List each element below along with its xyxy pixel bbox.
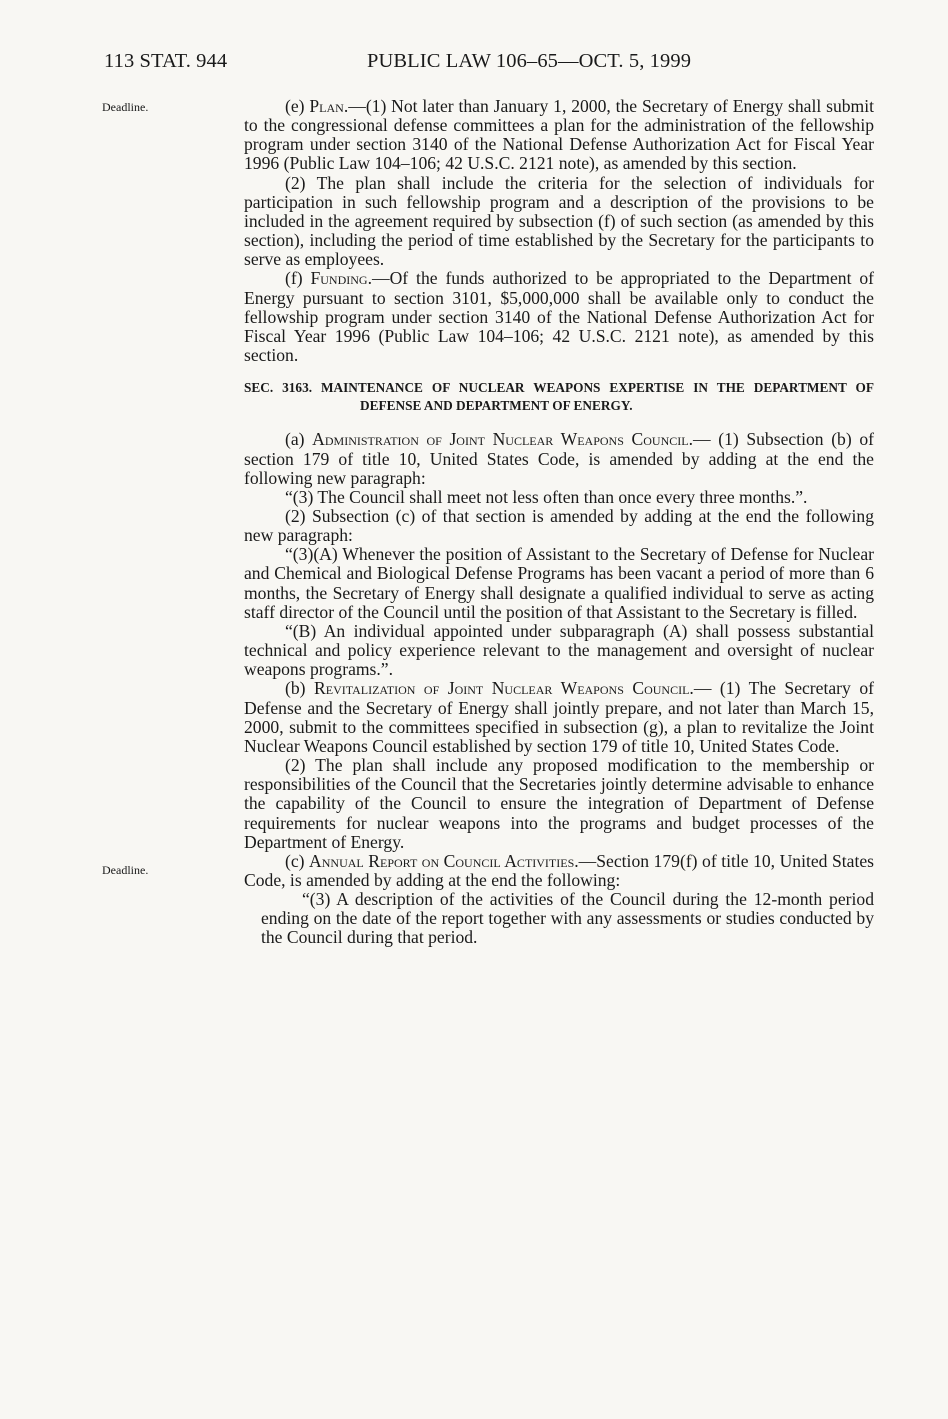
- subsection-label: (e): [285, 96, 310, 116]
- subsection-text: — (1) The Secretary of Defense and the Secretary of Energy shall jointly prepare, and not later than March 15, 2000, submit to the committees specified in subsection (g), a plan to revitalize the Joint Nuclear Weapons Council established by section 179 of title 10, United States Code.: [244, 678, 874, 756]
- paragraph-administration: [244, 430, 874, 487]
- section-heading: SEC. 3163. MAINTENANCE OF NUCLEAR WEAPONS EXPERTISE IN THE DEPARTMENT OF DEFENSE AND DEPARTMENT OF ENERGY.: [244, 380, 874, 413]
- quoted-paragraph: “(3) A description of the activities of the Council during the 12-month period ending on the date of the report together with any assessments or studies conducted by the Council during that period.: [261, 889, 874, 948]
- paragraph-annual-report: [244, 852, 874, 890]
- quoted-paragraph: “(B) An individual appointed under subparagraph (A) shall possess substantial technical and policy experience relevant to the management and oversight of nuclear weapons programs.”.: [244, 620, 874, 680]
- paragraph-plan: [244, 97, 874, 174]
- paragraph-administration-2: (2) Subsection (c) of that section is amended by adding at the end the following new paragraph:: [244, 506, 874, 546]
- quoted-paragraph: “(3)(A) Whenever the position of Assistant to the Secretary of Defense for Nuclear and Chemical and Biological Defense Programs has been vacant a period of more than 6 months, the Secretary of Energy shall designate a qualified individual to serve as acting staff director of the Council until the position of that Assistant to the Secretary is filled.: [244, 544, 874, 622]
- subsection-text: —(1) Not later than January 1, 2000, the Secretary of Energy shall submit to the congressional defense committees a plan for the administration of the fellowship program under section 3140 of the National Defense Authorization Act for Fiscal Year 1996 (Public Law 104–106; 42 U.S.C. 2121 note), as amended by this section.: [244, 96, 874, 174]
- margin-note-deadline: Deadline.: [102, 863, 149, 877]
- subsection-heading: Plan.: [309, 96, 349, 116]
- paragraph-revitalization-2: (2) The plan shall include any proposed modification to the membership or responsibilities of the Council that the Secretaries jointly determine advisable to enhance the capability of the Council to ensure the integration of Department of Defense requirements for nuclear weapons into the programs and budget processes of the Department of Energy.: [244, 755, 874, 852]
- paragraph-revitalization: [244, 679, 874, 756]
- subsection-text: —Section 179(f) of title 10, United States Code, is amended by adding at the end the following:: [244, 850, 874, 890]
- document-body: [244, 97, 874, 948]
- subsection-heading: Funding.: [310, 268, 372, 289]
- paragraph-funding: [244, 269, 874, 365]
- subsection-text: — (1) Subsection (b) of section 179 of title 10, United States Code, is amended by adding at the end the following new paragraph:: [244, 429, 874, 488]
- subsection-label: (c): [285, 850, 310, 871]
- subsection-heading: Annual Report on Council Activities.: [309, 850, 579, 871]
- subsection-label: (f): [285, 268, 311, 289]
- subsection-heading: Revitalization of Joint Nuclear Weapons Council.: [314, 678, 694, 699]
- subsection-heading: Administration of Joint Nuclear Weapons Council.: [312, 429, 693, 450]
- page-folio: 113 STAT. 944: [104, 50, 228, 72]
- running-header: [104, 50, 884, 78]
- subsection-text: —Of the funds authorized to be appropriated to the Department of Energy pursuant to section 3101, $5,000,000 shall be available only to conduct the fellowship program under section 3140 of the National Defense Authorization Act for Fiscal Year 1996 (Public Law 104–106; 42 U.S.C. 2121 note), as amended by this section.: [244, 268, 875, 366]
- subsection-label: (b): [285, 678, 314, 699]
- quoted-paragraph: “(3) The Council shall meet not less often than once every three months.”.: [285, 486, 808, 507]
- margin-note-deadline: Deadline.: [102, 100, 149, 114]
- header-title: PUBLIC LAW 106–65—OCT. 5, 1999: [367, 50, 692, 72]
- paragraph-plan-2: (2) The plan shall include the criteria for the selection of individuals for participation in such fellowship program and a description of the provisions to be included in the agreement required by subsection (f) of such section (as amended by this section), including the period of time established by the Secretary for the participants to serve as employees.: [244, 172, 874, 270]
- subsection-label: (a): [285, 429, 313, 450]
